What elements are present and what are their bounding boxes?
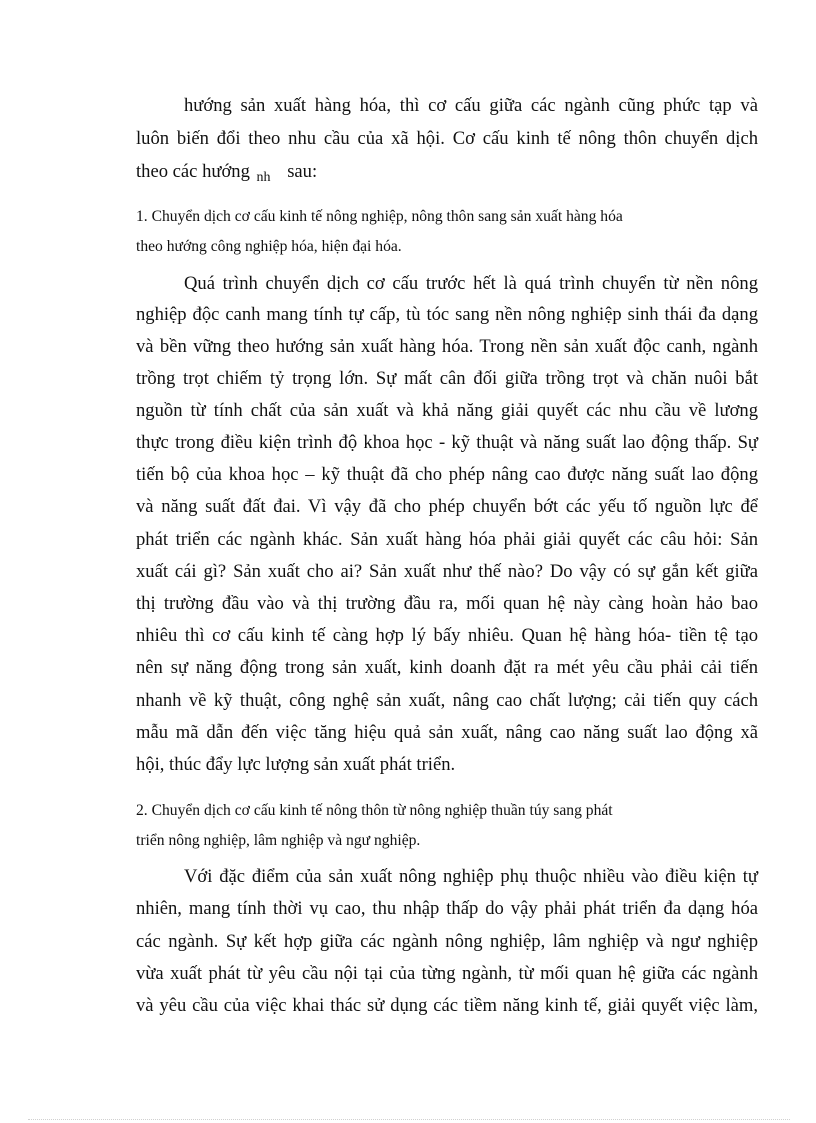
footer-dotted-rule <box>28 1119 790 1120</box>
section-heading-2-line-1: 2. Chuyển dịch cơ cấu kinh tế nông thôn từ nông nghiệp thuần túy sang phát <box>136 802 613 819</box>
intro-line-3 <box>136 159 758 185</box>
paragraph-2-line-2: nhiên, mang tính thời vụ cao, thu nhập thấp do vậy phải phát triển đa dạng hóa <box>136 898 758 919</box>
paragraph-1-line-4: trồng trọt chiếm tỷ trọng lớn. Sự mất cân đối giữa trồng trọt và chăn nuôi bắt <box>136 368 758 389</box>
section-heading-2-line-2: triển nông nghiệp, lâm nghiệp và ngư nghiệp. <box>136 832 421 849</box>
intro-line-1: hướng sản xuất hàng hóa, thì cơ cấu giữa các ngành cũng phức tạp và <box>184 95 758 116</box>
paragraph-2-line-3: các ngành. Sự kết hợp giữa các ngành nông nghiệp, lâm nghiệp và ngư nghiệp <box>136 931 758 952</box>
paragraph-1-line-3: và bền vững theo hướng sản xuất hàng hóa. Trong nền sản xuất độc canh, ngành <box>136 336 758 357</box>
intro-line-2: luôn biến đổi theo nhu cầu của xã hội. Cơ cấu kinh tế nông thôn chuyển dịch <box>136 128 758 149</box>
paragraph-1-line-2: nghiệp độc canh mang tính tự cấp, tù tóc sang nền nông nghiệp sinh thái đa dạng <box>136 304 758 325</box>
paragraph-1-line-10: xuất cái gì? Sản xuất cho ai? Sản xuất như thế nào? Do vậy có sự gắn kết giữa <box>136 561 758 582</box>
paragraph-1-line-7: tiến bộ của khoa học – kỹ thuật đã cho phép nâng cao được năng suất lao động <box>136 464 758 485</box>
paragraph-1-line-1: Quá trình chuyển dịch cơ cấu trước hết là quá trình chuyển từ nền nông <box>184 273 758 294</box>
intro-line-3-tail: sau: <box>287 161 318 182</box>
paragraph-1-line-11: thị trường đầu vào và thị trường đầu ra, mối quan hệ này càng hoàn hảo bao <box>136 593 758 614</box>
paragraph-1-line-13: nên sự năng động trong sản xuất, kinh doanh đặt ra mét yêu cầu phải cải tiến <box>136 657 758 678</box>
section-heading-1-line-2: theo hướng công nghiệp hóa, hiện đại hóa. <box>136 238 402 255</box>
paragraph-1-line-9: phát triển các ngành khác. Sản xuất hàng hóa phải giải quyết các câu hỏi: Sản <box>136 529 758 550</box>
paragraph-1-line-15: mẫu mã dẫn đến việc tăng hiệu quả sản xuất, nâng cao năng suất lao động xã <box>136 722 758 743</box>
paragraph-2-line-5: và yêu cầu của việc khai thác sử dụng các tiềm năng kinh tế, giải quyết việc làm, <box>136 995 758 1016</box>
paragraph-1-line-12: nhiêu thì cơ cấu kinh tế càng hợp lý bấy nhiêu. Quan hệ hàng hóa- tiền tệ tạo <box>136 625 758 646</box>
paragraph-2-line-4: vừa xuất phát từ yêu cầu nội tại của từng ngành, từ mối quan hệ giữa các ngành <box>136 963 758 984</box>
section-heading-1-line-1: 1. Chuyển dịch cơ cấu kinh tế nông nghiệp, nông thôn sang sản xuất hàng hóa <box>136 208 623 225</box>
paragraph-1-line-14: nhanh về kỹ thuật, công nghệ sản xuất, nâng cao chất lượng; cải tiến quy cách <box>136 690 758 711</box>
paragraph-1-line-6: thực trong điều kiện trình độ khoa học - kỹ thuật và năng suất lao động thấp. Sự <box>136 432 758 453</box>
paragraph-1-line-5: nguồn từ tính chất của sản xuất và khả năng giải quyết các nhu cầu về lương <box>136 400 758 421</box>
intro-line-3-text: theo các hướng <box>136 161 250 182</box>
paragraph-1-line-8: và năng suất đất đai. Vì vậy đã cho phép chuyển bớt các yếu tố nguồn lực để <box>136 496 758 517</box>
paragraph-1-line-16: hội, thúc đẩy lực lượng sản xuất phát triển. <box>136 754 456 775</box>
intro-subscript: nh <box>256 170 271 185</box>
paragraph-2-line-1: Với đặc điểm của sản xuất nông nghiệp phụ thuộc nhiều vào điều kiện tự <box>184 866 758 887</box>
